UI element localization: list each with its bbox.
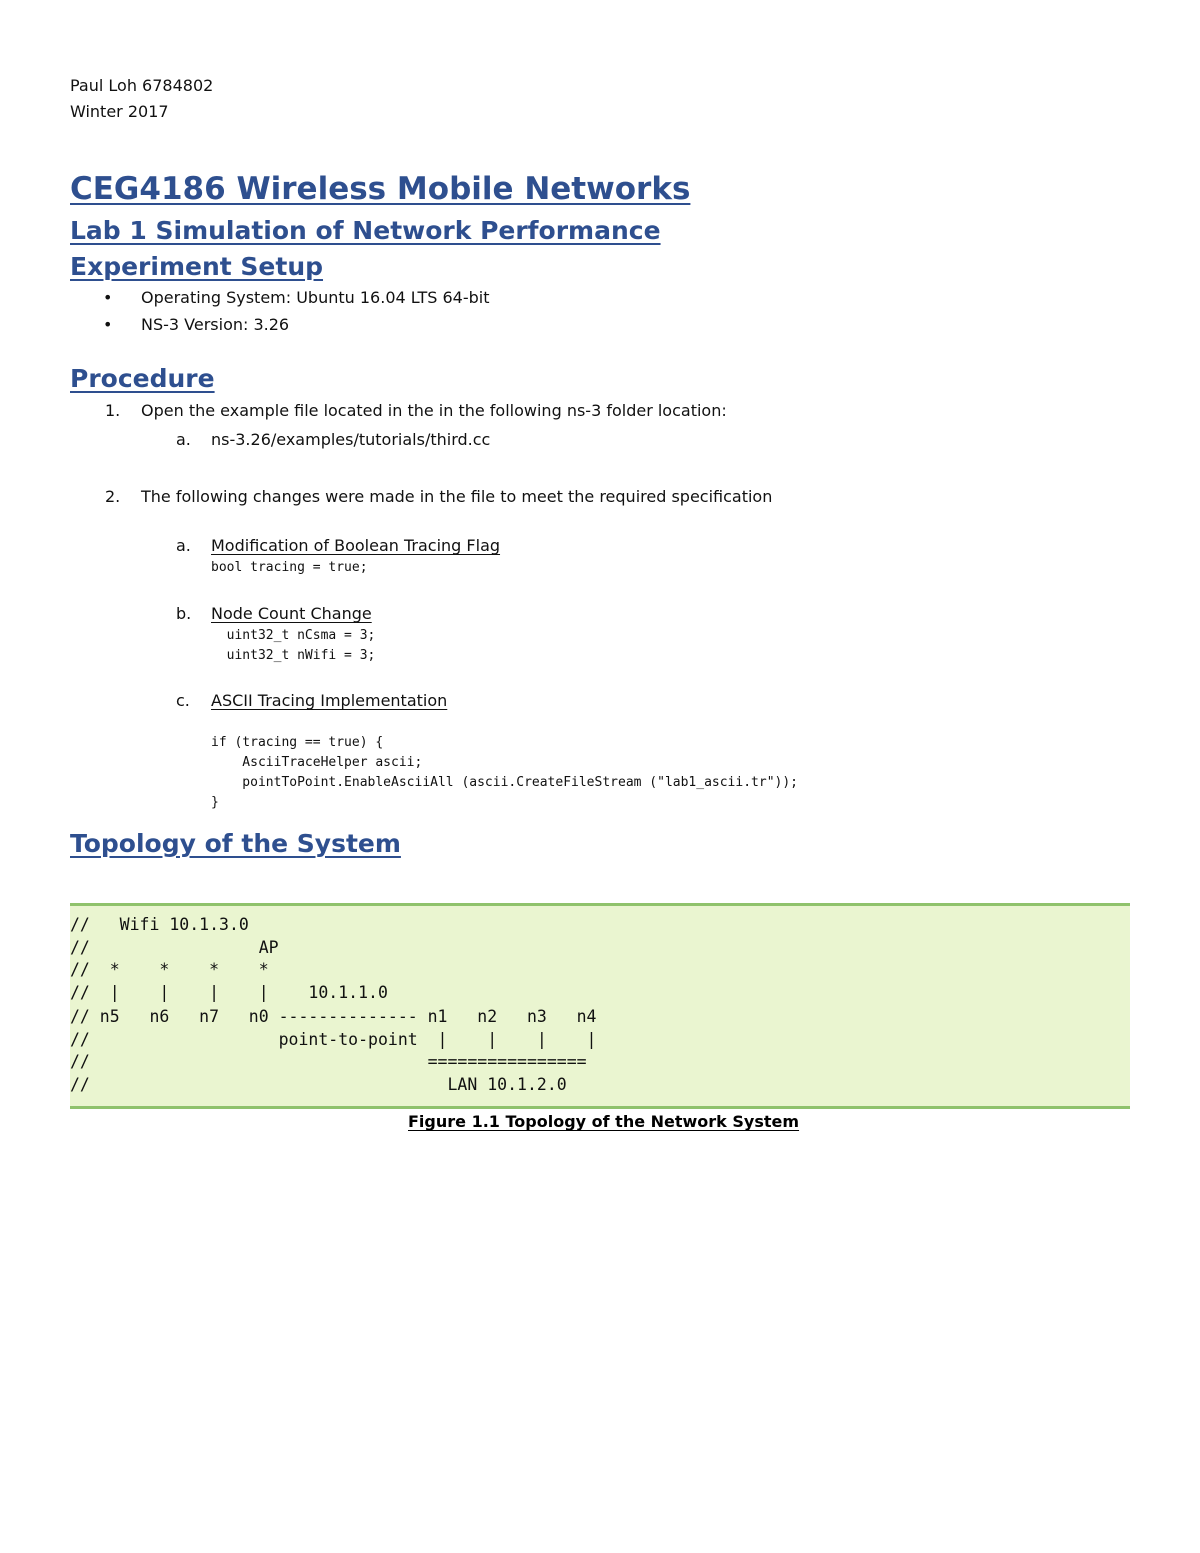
step-1-marker: 1. [105, 401, 121, 420]
topology-heading: Topology of the System [70, 829, 401, 858]
step-2b-title: Node Count Change [211, 604, 372, 623]
step-1a-marker: a. [176, 430, 191, 449]
diagram-line: // * * * * [70, 960, 269, 979]
code-line: if (tracing == true) { [211, 735, 384, 750]
step-2b-marker: b. [176, 604, 192, 623]
diagram-line: // | | | | 10.1.1.0 [70, 983, 388, 1002]
step-2-marker: 2. [105, 487, 121, 506]
diagram-line: // n5 n6 n7 n0 -------------- n1 n2 n3 n4 [70, 1007, 597, 1026]
code-line: AsciiTraceHelper ascii; [211, 755, 423, 770]
step-2a-title: Modification of Boolean Tracing Flag [211, 536, 501, 555]
step-1a-path: ns-3.26/examples/tutorials/third.cc [211, 430, 491, 449]
code-line: bool tracing = true; [211, 560, 368, 575]
procedure-heading: Procedure [70, 364, 215, 393]
lab-title: Lab 1 Simulation of Network Performance [70, 216, 661, 245]
step-1-text: Open the example file located in the in the following ns-3 folder location: [141, 401, 727, 420]
figure-caption: Figure 1.1 Topology of the Network System [408, 1112, 800, 1131]
term-line: Winter 2017 [70, 102, 169, 121]
diagram-line: // AP [70, 938, 279, 957]
bullet-icon: • [103, 288, 113, 307]
course-title: CEG4186 Wireless Mobile Networks [70, 171, 691, 207]
setup-item-os: Operating System: Ubuntu 16.04 LTS 64-bit [141, 288, 490, 307]
step-2a-marker: a. [176, 536, 191, 555]
code-line: pointToPoint.EnableAsciiAll (ascii.CreateFileStream ("lab1_ascii.tr")); [211, 775, 798, 790]
code-line: uint32_t nWifi = 3; [211, 648, 376, 663]
setup-heading: Experiment Setup [70, 252, 324, 281]
step-2c-title: ASCII Tracing Implementation [211, 691, 448, 710]
bullet-icon: • [103, 315, 113, 334]
diagram-line: // ================ [70, 1052, 587, 1071]
step-2c-marker: c. [176, 691, 190, 710]
author-line: Paul Loh 6784802 [70, 76, 214, 95]
code-line: } [211, 795, 219, 810]
diagram-line: // LAN 10.1.2.0 [70, 1075, 567, 1094]
diagram-line: // Wifi 10.1.3.0 [70, 915, 249, 934]
code-line: uint32_t nCsma = 3; [211, 628, 376, 643]
step-2-text: The following changes were made in the file to meet the required specification [141, 487, 773, 506]
diagram-line: // point-to-point | | | | [70, 1030, 597, 1049]
setup-item-ns3: NS-3 Version: 3.26 [141, 315, 290, 334]
